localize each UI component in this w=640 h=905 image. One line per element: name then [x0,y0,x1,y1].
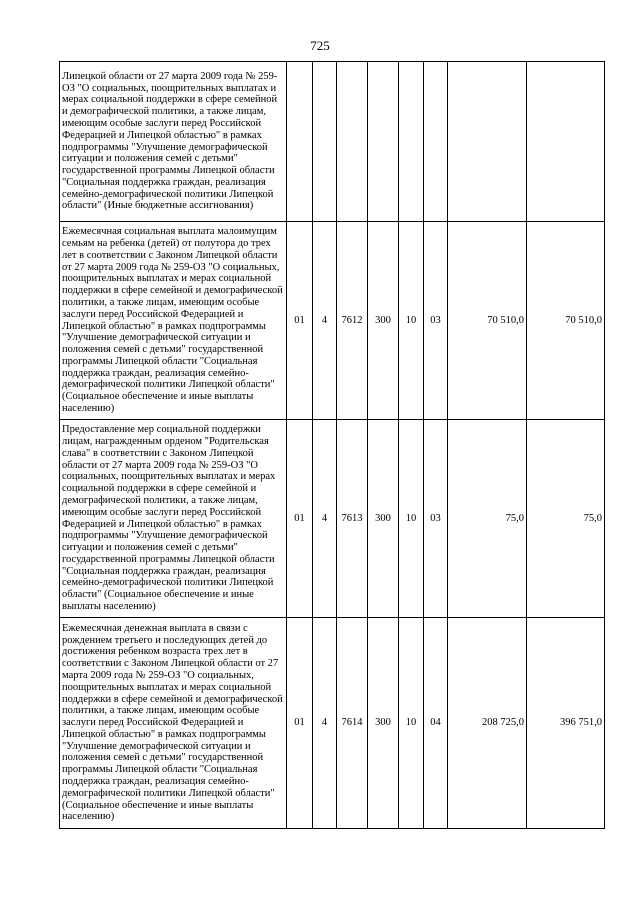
code-cell: 7614 [337,618,368,829]
amount-cell: 70 510,0 [448,222,527,420]
code-cell: 04 [424,618,448,829]
amount-cell [527,62,605,222]
code-cell: 01 [287,222,313,420]
code-cell: 03 [424,420,448,618]
code-cell: 03 [424,222,448,420]
code-cell: 10 [399,420,424,618]
row-description: Ежемесячная социальная выплата малоимущим семьям на ребенка (детей) от полутора до трех лет в соответствии с Законом Липецкой области от 27 марта 2009 года № 259-ОЗ "О социальных, поощрительных выплатах и мерах социальной поддержки в сфере семейной и демографической политики, а также лицам, имеющим особые заслуги перед Российской Федерацией и Липецкой областью" в рамках подпрограммы "Улучшение демографической ситуации и положения семей с детьми" государственной программы Липецкой области "Социальная поддержка граждан, реализация семейно-демографической политики Липецкой области" (Социальное обеспечение и иные выплаты населению) [60,222,287,420]
code-cell [337,62,368,222]
code-cell: 01 [287,618,313,829]
code-cell: 4 [313,222,337,420]
amount-cell: 208 725,0 [448,618,527,829]
amount-cell [448,62,527,222]
row-description: Предоставление мер социальной поддержки лицам, награжденным орденом "Родительская слава" в соответствии с Законом Липецкой области от 27 марта 2009 года № 259-ОЗ "О социальных, поощрительных выплатах и мерах социальной поддержки в сфере семейной и демографической политики, а также лицам, имеющим особые заслуги перед Российской Федерацией и Липецкой областью" в рамках подпрограммы "Улучшение демографической ситуации и положения семей с детьми" государственной программы Липецкой области "Социальная поддержка граждан, реализация семейно-демографической политики Липецкой области" (Социальное обеспечение и иные выплаты населению) [60,420,287,618]
code-cell: 4 [313,618,337,829]
table-row [60,62,605,222]
code-cell [287,62,313,222]
code-cell: 7613 [337,420,368,618]
code-cell: 300 [368,222,399,420]
code-cell: 300 [368,420,399,618]
table-row [60,618,605,829]
code-cell [313,62,337,222]
page-number: 725 [310,38,330,53]
code-cell [399,62,424,222]
amount-cell: 70 510,0 [527,222,605,420]
code-cell: 7612 [337,222,368,420]
code-cell: 01 [287,420,313,618]
code-cell [424,62,448,222]
code-cell: 300 [368,618,399,829]
code-cell: 4 [313,420,337,618]
code-cell: 10 [399,222,424,420]
budget-table [59,61,605,829]
code-cell [368,62,399,222]
table-row [60,420,605,618]
code-cell: 10 [399,618,424,829]
amount-cell: 75,0 [527,420,605,618]
row-description: Липецкой области от 27 марта 2009 года № 259-ОЗ "О социальных, поощрительных выплатах и мерах социальной поддержки в сфере семейной и демографической политики, а также лицам, имеющим особые заслуги перед Российской Федерацией и Липецкой областью" в рамках подпрограммы "Улучшение демографической ситуации и положения семей с детьми" государственной программы Липецкой области "Социальная поддержка граждан, реализация семейно-демографической политики Липецкой области" (Иные бюджетные ассигнования) [60,62,287,222]
amount-cell: 396 751,0 [527,618,605,829]
row-description: Ежемесячная денежная выплата в связи с рождением третьего и последующих детей до достижения ребенком возраста трех лет в соответствии с Законом Липецкой области от 27 марта 2009 года № 259-ОЗ "О социальных, поощрительных выплатах и мерах социальной поддержки в сфере семейной и демографической политики, а также лицам, имеющим особые заслуги перед Российской Федерацией и Липецкой областью" в рамках подпрограммы "Улучшение демографической ситуации и положения семей с детьми" государственной программы Липецкой области "Социальная поддержка граждан, реализация семейно-демографической политики Липецкой области" (Социальное обеспечение и иные выплаты населению) [60,618,287,829]
amount-cell: 75,0 [448,420,527,618]
table-row [60,222,605,420]
